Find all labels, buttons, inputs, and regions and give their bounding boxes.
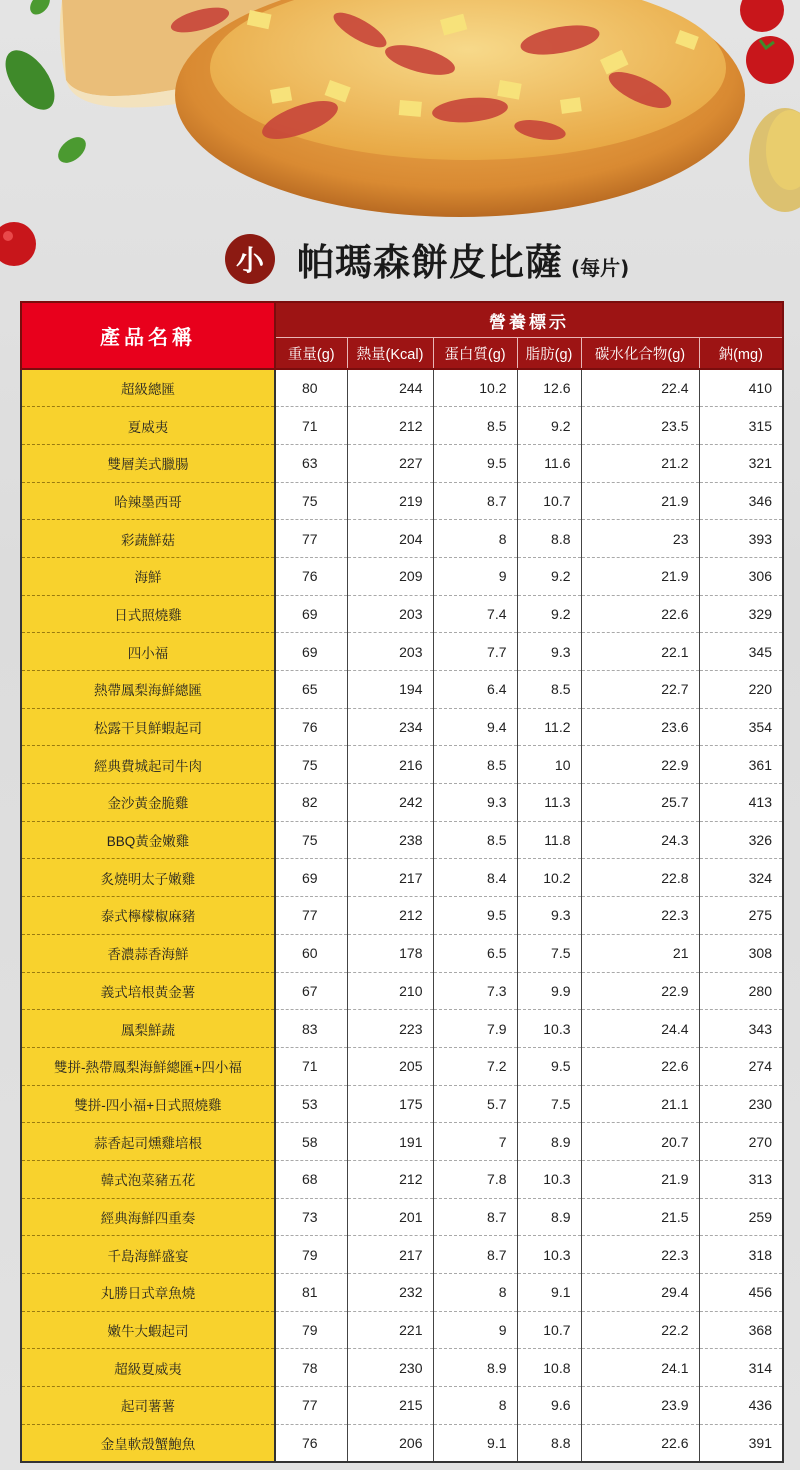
carbs-cell: 24.1 bbox=[581, 1349, 699, 1387]
calories-cell: 223 bbox=[347, 1010, 433, 1048]
protein-cell: 8.9 bbox=[433, 1349, 517, 1387]
fat-cell: 9.1 bbox=[517, 1274, 581, 1312]
title-main: 帕瑪森餅皮比薩 bbox=[297, 241, 563, 284]
weight-cell: 67 bbox=[275, 972, 347, 1010]
weight-cell: 76 bbox=[275, 708, 347, 746]
protein-cell: 7 bbox=[433, 1123, 517, 1161]
product-name-cell: 雙拼-熱帶鳳梨海鮮總匯+四小福 bbox=[21, 1047, 275, 1085]
fat-cell: 8.9 bbox=[517, 1198, 581, 1236]
table-row bbox=[21, 972, 783, 1010]
weight-cell: 63 bbox=[275, 444, 347, 482]
weight-cell: 71 bbox=[275, 407, 347, 445]
table-row bbox=[21, 934, 783, 972]
table-row bbox=[21, 859, 783, 897]
carbs-cell: 22.6 bbox=[581, 595, 699, 633]
calories-cell: 216 bbox=[347, 746, 433, 784]
protein-cell: 9.4 bbox=[433, 708, 517, 746]
protein-cell: 9 bbox=[433, 1311, 517, 1349]
protein-cell: 7.2 bbox=[433, 1047, 517, 1085]
product-name-cell: 熱帶鳳梨海鮮總匯 bbox=[21, 671, 275, 709]
carbs-cell: 21.1 bbox=[581, 1085, 699, 1123]
nutrition-table bbox=[20, 301, 784, 1463]
protein-cell: 5.7 bbox=[433, 1085, 517, 1123]
protein-cell: 8 bbox=[433, 1387, 517, 1425]
sodium-cell: 270 bbox=[699, 1123, 783, 1161]
carbs-cell: 29.4 bbox=[581, 1274, 699, 1312]
calories-cell: 244 bbox=[347, 369, 433, 407]
product-name-cell: 起司薯薯 bbox=[21, 1387, 275, 1425]
fat-cell: 10.7 bbox=[517, 482, 581, 520]
sodium-cell: 318 bbox=[699, 1236, 783, 1274]
sodium-cell: 354 bbox=[699, 708, 783, 746]
calories-cell: 178 bbox=[347, 934, 433, 972]
weight-cell: 68 bbox=[275, 1160, 347, 1198]
fat-cell: 10.7 bbox=[517, 1311, 581, 1349]
protein-cell: 8 bbox=[433, 520, 517, 558]
table-row bbox=[21, 784, 783, 822]
product-name-cell: 泰式檸檬椒麻豬 bbox=[21, 897, 275, 935]
table-row bbox=[21, 671, 783, 709]
fat-cell: 8.8 bbox=[517, 1424, 581, 1462]
calories-cell: 203 bbox=[347, 633, 433, 671]
product-name-cell: 嫩牛大蝦起司 bbox=[21, 1311, 275, 1349]
carbs-cell: 21.9 bbox=[581, 557, 699, 595]
product-name-header: 產品名稱 bbox=[21, 302, 275, 369]
table-row bbox=[21, 1349, 783, 1387]
product-name-cell: 韓式泡菜豬五花 bbox=[21, 1160, 275, 1198]
sodium-cell: 456 bbox=[699, 1274, 783, 1312]
table-row bbox=[21, 821, 783, 859]
weight-cell: 77 bbox=[275, 897, 347, 935]
protein-cell: 7.3 bbox=[433, 972, 517, 1010]
product-name-cell: 彩蔬鮮菇 bbox=[21, 520, 275, 558]
carbs-cell: 22.8 bbox=[581, 859, 699, 897]
sodium-cell: 346 bbox=[699, 482, 783, 520]
carbs-cell: 21 bbox=[581, 934, 699, 972]
fat-cell: 10.8 bbox=[517, 1349, 581, 1387]
product-name-cell: 四小福 bbox=[21, 633, 275, 671]
table-row bbox=[21, 482, 783, 520]
table-row bbox=[21, 1311, 783, 1349]
calories-cell: 212 bbox=[347, 1160, 433, 1198]
table-row bbox=[21, 595, 783, 633]
sodium-cell: 230 bbox=[699, 1085, 783, 1123]
column-header-calories: 熱量(Kcal) bbox=[347, 338, 433, 370]
fat-cell: 9.2 bbox=[517, 557, 581, 595]
column-header-carbs: 碳水化合物(g) bbox=[581, 338, 699, 370]
carbs-cell: 21.5 bbox=[581, 1198, 699, 1236]
protein-cell: 7.7 bbox=[433, 633, 517, 671]
sodium-cell: 259 bbox=[699, 1198, 783, 1236]
product-name-cell: 鳳梨鮮蔬 bbox=[21, 1010, 275, 1048]
table-row bbox=[21, 1274, 783, 1312]
table-row bbox=[21, 746, 783, 784]
sodium-cell: 436 bbox=[699, 1387, 783, 1425]
fat-cell: 10.3 bbox=[517, 1010, 581, 1048]
calories-cell: 219 bbox=[347, 482, 433, 520]
table-row bbox=[21, 1160, 783, 1198]
calories-cell: 204 bbox=[347, 520, 433, 558]
table-row bbox=[21, 369, 783, 407]
weight-cell: 73 bbox=[275, 1198, 347, 1236]
carbs-cell: 20.7 bbox=[581, 1123, 699, 1161]
protein-cell: 7.9 bbox=[433, 1010, 517, 1048]
product-name-cell: 丸勝日式章魚燒 bbox=[21, 1274, 275, 1312]
fat-cell: 9.2 bbox=[517, 595, 581, 633]
protein-cell: 9.1 bbox=[433, 1424, 517, 1462]
fat-cell: 11.2 bbox=[517, 708, 581, 746]
calories-cell: 234 bbox=[347, 708, 433, 746]
calories-cell: 232 bbox=[347, 1274, 433, 1312]
fat-cell: 10.2 bbox=[517, 859, 581, 897]
fat-cell: 9.3 bbox=[517, 633, 581, 671]
calories-cell: 205 bbox=[347, 1047, 433, 1085]
sodium-cell: 361 bbox=[699, 746, 783, 784]
weight-cell: 75 bbox=[275, 482, 347, 520]
carbs-cell: 25.7 bbox=[581, 784, 699, 822]
sodium-cell: 410 bbox=[699, 369, 783, 407]
nutrition-group-header: 營養標示 bbox=[275, 302, 783, 338]
calories-cell: 215 bbox=[347, 1387, 433, 1425]
weight-cell: 79 bbox=[275, 1311, 347, 1349]
sodium-cell: 391 bbox=[699, 1424, 783, 1462]
protein-cell: 8.7 bbox=[433, 482, 517, 520]
fat-cell: 8.8 bbox=[517, 520, 581, 558]
weight-cell: 77 bbox=[275, 1387, 347, 1425]
sodium-cell: 313 bbox=[699, 1160, 783, 1198]
calories-cell: 191 bbox=[347, 1123, 433, 1161]
sodium-cell: 274 bbox=[699, 1047, 783, 1085]
calories-cell: 230 bbox=[347, 1349, 433, 1387]
table-row bbox=[21, 1198, 783, 1236]
product-name-cell: 夏威夷 bbox=[21, 407, 275, 445]
calories-cell: 206 bbox=[347, 1424, 433, 1462]
sodium-cell: 275 bbox=[699, 897, 783, 935]
weight-cell: 83 bbox=[275, 1010, 347, 1048]
protein-cell: 9.5 bbox=[433, 897, 517, 935]
protein-cell: 8.7 bbox=[433, 1236, 517, 1274]
carbs-cell: 24.4 bbox=[581, 1010, 699, 1048]
size-badge: 小 bbox=[225, 234, 275, 284]
calories-cell: 217 bbox=[347, 1236, 433, 1274]
product-name-cell: 千島海鮮盛宴 bbox=[21, 1236, 275, 1274]
protein-cell: 9 bbox=[433, 557, 517, 595]
weight-cell: 69 bbox=[275, 595, 347, 633]
table-row bbox=[21, 1236, 783, 1274]
carbs-cell: 21.9 bbox=[581, 482, 699, 520]
weight-cell: 77 bbox=[275, 520, 347, 558]
weight-cell: 82 bbox=[275, 784, 347, 822]
fat-cell: 9.2 bbox=[517, 407, 581, 445]
product-name-cell: 炙燒明太子嫩雞 bbox=[21, 859, 275, 897]
weight-cell: 76 bbox=[275, 557, 347, 595]
calories-cell: 238 bbox=[347, 821, 433, 859]
weight-cell: 80 bbox=[275, 369, 347, 407]
sodium-cell: 321 bbox=[699, 444, 783, 482]
fat-cell: 7.5 bbox=[517, 1085, 581, 1123]
calories-cell: 194 bbox=[347, 671, 433, 709]
column-header-protein: 蛋白質(g) bbox=[433, 338, 517, 370]
product-name-cell: 香濃蒜香海鮮 bbox=[21, 934, 275, 972]
weight-cell: 79 bbox=[275, 1236, 347, 1274]
sodium-cell: 413 bbox=[699, 784, 783, 822]
carbs-cell: 22.7 bbox=[581, 671, 699, 709]
protein-cell: 8.7 bbox=[433, 1198, 517, 1236]
carbs-cell: 22.6 bbox=[581, 1424, 699, 1462]
calories-cell: 212 bbox=[347, 897, 433, 935]
title-sub: (每片) bbox=[571, 255, 630, 280]
protein-cell: 6.4 bbox=[433, 671, 517, 709]
sodium-cell: 326 bbox=[699, 821, 783, 859]
table-row bbox=[21, 407, 783, 445]
column-header-weight: 重量(g) bbox=[275, 338, 347, 370]
table-row bbox=[21, 1123, 783, 1161]
sodium-cell: 393 bbox=[699, 520, 783, 558]
weight-cell: 69 bbox=[275, 633, 347, 671]
weight-cell: 78 bbox=[275, 1349, 347, 1387]
table-row bbox=[21, 444, 783, 482]
table-row bbox=[21, 1047, 783, 1085]
product-name-cell: 金皇軟殼蟹鮑魚 bbox=[21, 1424, 275, 1462]
calories-cell: 227 bbox=[347, 444, 433, 482]
protein-cell: 10.2 bbox=[433, 369, 517, 407]
product-name-cell: 雙拼-四小福+日式照燒雞 bbox=[21, 1085, 275, 1123]
sodium-cell: 308 bbox=[699, 934, 783, 972]
carbs-cell: 22.3 bbox=[581, 897, 699, 935]
product-name-cell: 義式培根黃金薯 bbox=[21, 972, 275, 1010]
protein-cell: 7.8 bbox=[433, 1160, 517, 1198]
table-row bbox=[21, 708, 783, 746]
sodium-cell: 329 bbox=[699, 595, 783, 633]
product-name-cell: 蒜香起司燻雞培根 bbox=[21, 1123, 275, 1161]
carbs-cell: 22.4 bbox=[581, 369, 699, 407]
protein-cell: 6.5 bbox=[433, 934, 517, 972]
fat-cell: 8.5 bbox=[517, 671, 581, 709]
column-header-fat: 脂肪(g) bbox=[517, 338, 581, 370]
fat-cell: 9.6 bbox=[517, 1387, 581, 1425]
carbs-cell: 22.2 bbox=[581, 1311, 699, 1349]
protein-cell: 8 bbox=[433, 1274, 517, 1312]
fat-cell: 11.6 bbox=[517, 444, 581, 482]
carbs-cell: 23.5 bbox=[581, 407, 699, 445]
carbs-cell: 23.6 bbox=[581, 708, 699, 746]
sodium-cell: 315 bbox=[699, 407, 783, 445]
protein-cell: 9.5 bbox=[433, 444, 517, 482]
carbs-cell: 21.9 bbox=[581, 1160, 699, 1198]
fat-cell: 10.3 bbox=[517, 1160, 581, 1198]
weight-cell: 60 bbox=[275, 934, 347, 972]
sodium-cell: 314 bbox=[699, 1349, 783, 1387]
protein-cell: 8.5 bbox=[433, 821, 517, 859]
carbs-cell: 22.9 bbox=[581, 972, 699, 1010]
product-name-cell: 超級夏威夷 bbox=[21, 1349, 275, 1387]
sodium-cell: 343 bbox=[699, 1010, 783, 1048]
protein-cell: 8.5 bbox=[433, 746, 517, 784]
weight-cell: 75 bbox=[275, 821, 347, 859]
fat-cell: 11.3 bbox=[517, 784, 581, 822]
table-row bbox=[21, 1085, 783, 1123]
sodium-cell: 368 bbox=[699, 1311, 783, 1349]
product-name-cell: 經典海鮮四重奏 bbox=[21, 1198, 275, 1236]
sodium-cell: 324 bbox=[699, 859, 783, 897]
weight-cell: 65 bbox=[275, 671, 347, 709]
table-row bbox=[21, 1010, 783, 1048]
weight-cell: 58 bbox=[275, 1123, 347, 1161]
product-name-cell: 日式照燒雞 bbox=[21, 595, 275, 633]
weight-cell: 69 bbox=[275, 859, 347, 897]
product-name-cell: BBQ黃金嫩雞 bbox=[21, 821, 275, 859]
calories-cell: 210 bbox=[347, 972, 433, 1010]
product-name-cell: 金沙黃金脆雞 bbox=[21, 784, 275, 822]
table-row bbox=[21, 1387, 783, 1425]
fat-cell: 9.5 bbox=[517, 1047, 581, 1085]
carbs-cell: 21.2 bbox=[581, 444, 699, 482]
calories-cell: 201 bbox=[347, 1198, 433, 1236]
column-header-sodium: 鈉(mg) bbox=[699, 338, 783, 370]
product-name-cell: 哈辣墨西哥 bbox=[21, 482, 275, 520]
product-name-cell: 海鮮 bbox=[21, 557, 275, 595]
fat-cell: 12.6 bbox=[517, 369, 581, 407]
table-row bbox=[21, 520, 783, 558]
calories-cell: 209 bbox=[347, 557, 433, 595]
carbs-cell: 22.1 bbox=[581, 633, 699, 671]
fat-cell: 9.9 bbox=[517, 972, 581, 1010]
sodium-cell: 220 bbox=[699, 671, 783, 709]
fat-cell: 8.9 bbox=[517, 1123, 581, 1161]
calories-cell: 242 bbox=[347, 784, 433, 822]
fat-cell: 11.8 bbox=[517, 821, 581, 859]
calories-cell: 217 bbox=[347, 859, 433, 897]
fat-cell: 9.3 bbox=[517, 897, 581, 935]
weight-cell: 75 bbox=[275, 746, 347, 784]
calories-cell: 221 bbox=[347, 1311, 433, 1349]
carbs-cell: 24.3 bbox=[581, 821, 699, 859]
table-row bbox=[21, 633, 783, 671]
weight-cell: 53 bbox=[275, 1085, 347, 1123]
product-name-cell: 超級總匯 bbox=[21, 369, 275, 407]
table-row bbox=[21, 1424, 783, 1462]
sodium-cell: 345 bbox=[699, 633, 783, 671]
calories-cell: 203 bbox=[347, 595, 433, 633]
product-name-cell: 松露干貝鮮蝦起司 bbox=[21, 708, 275, 746]
table-row bbox=[21, 557, 783, 595]
table-row bbox=[21, 897, 783, 935]
product-name-cell: 經典費城起司牛肉 bbox=[21, 746, 275, 784]
carbs-cell: 23.9 bbox=[581, 1387, 699, 1425]
weight-cell: 76 bbox=[275, 1424, 347, 1462]
weight-cell: 71 bbox=[275, 1047, 347, 1085]
protein-cell: 8.5 bbox=[433, 407, 517, 445]
fat-cell: 7.5 bbox=[517, 934, 581, 972]
weight-cell: 81 bbox=[275, 1274, 347, 1312]
fat-cell: 10.3 bbox=[517, 1236, 581, 1274]
product-name-cell: 雙層美式臘腸 bbox=[21, 444, 275, 482]
calories-cell: 175 bbox=[347, 1085, 433, 1123]
carbs-cell: 23 bbox=[581, 520, 699, 558]
carbs-cell: 22.3 bbox=[581, 1236, 699, 1274]
protein-cell: 7.4 bbox=[433, 595, 517, 633]
page-title bbox=[225, 230, 629, 288]
protein-cell: 8.4 bbox=[433, 859, 517, 897]
carbs-cell: 22.9 bbox=[581, 746, 699, 784]
protein-cell: 9.3 bbox=[433, 784, 517, 822]
calories-cell: 212 bbox=[347, 407, 433, 445]
sodium-cell: 306 bbox=[699, 557, 783, 595]
carbs-cell: 22.6 bbox=[581, 1047, 699, 1085]
fat-cell: 10 bbox=[517, 746, 581, 784]
sodium-cell: 280 bbox=[699, 972, 783, 1010]
